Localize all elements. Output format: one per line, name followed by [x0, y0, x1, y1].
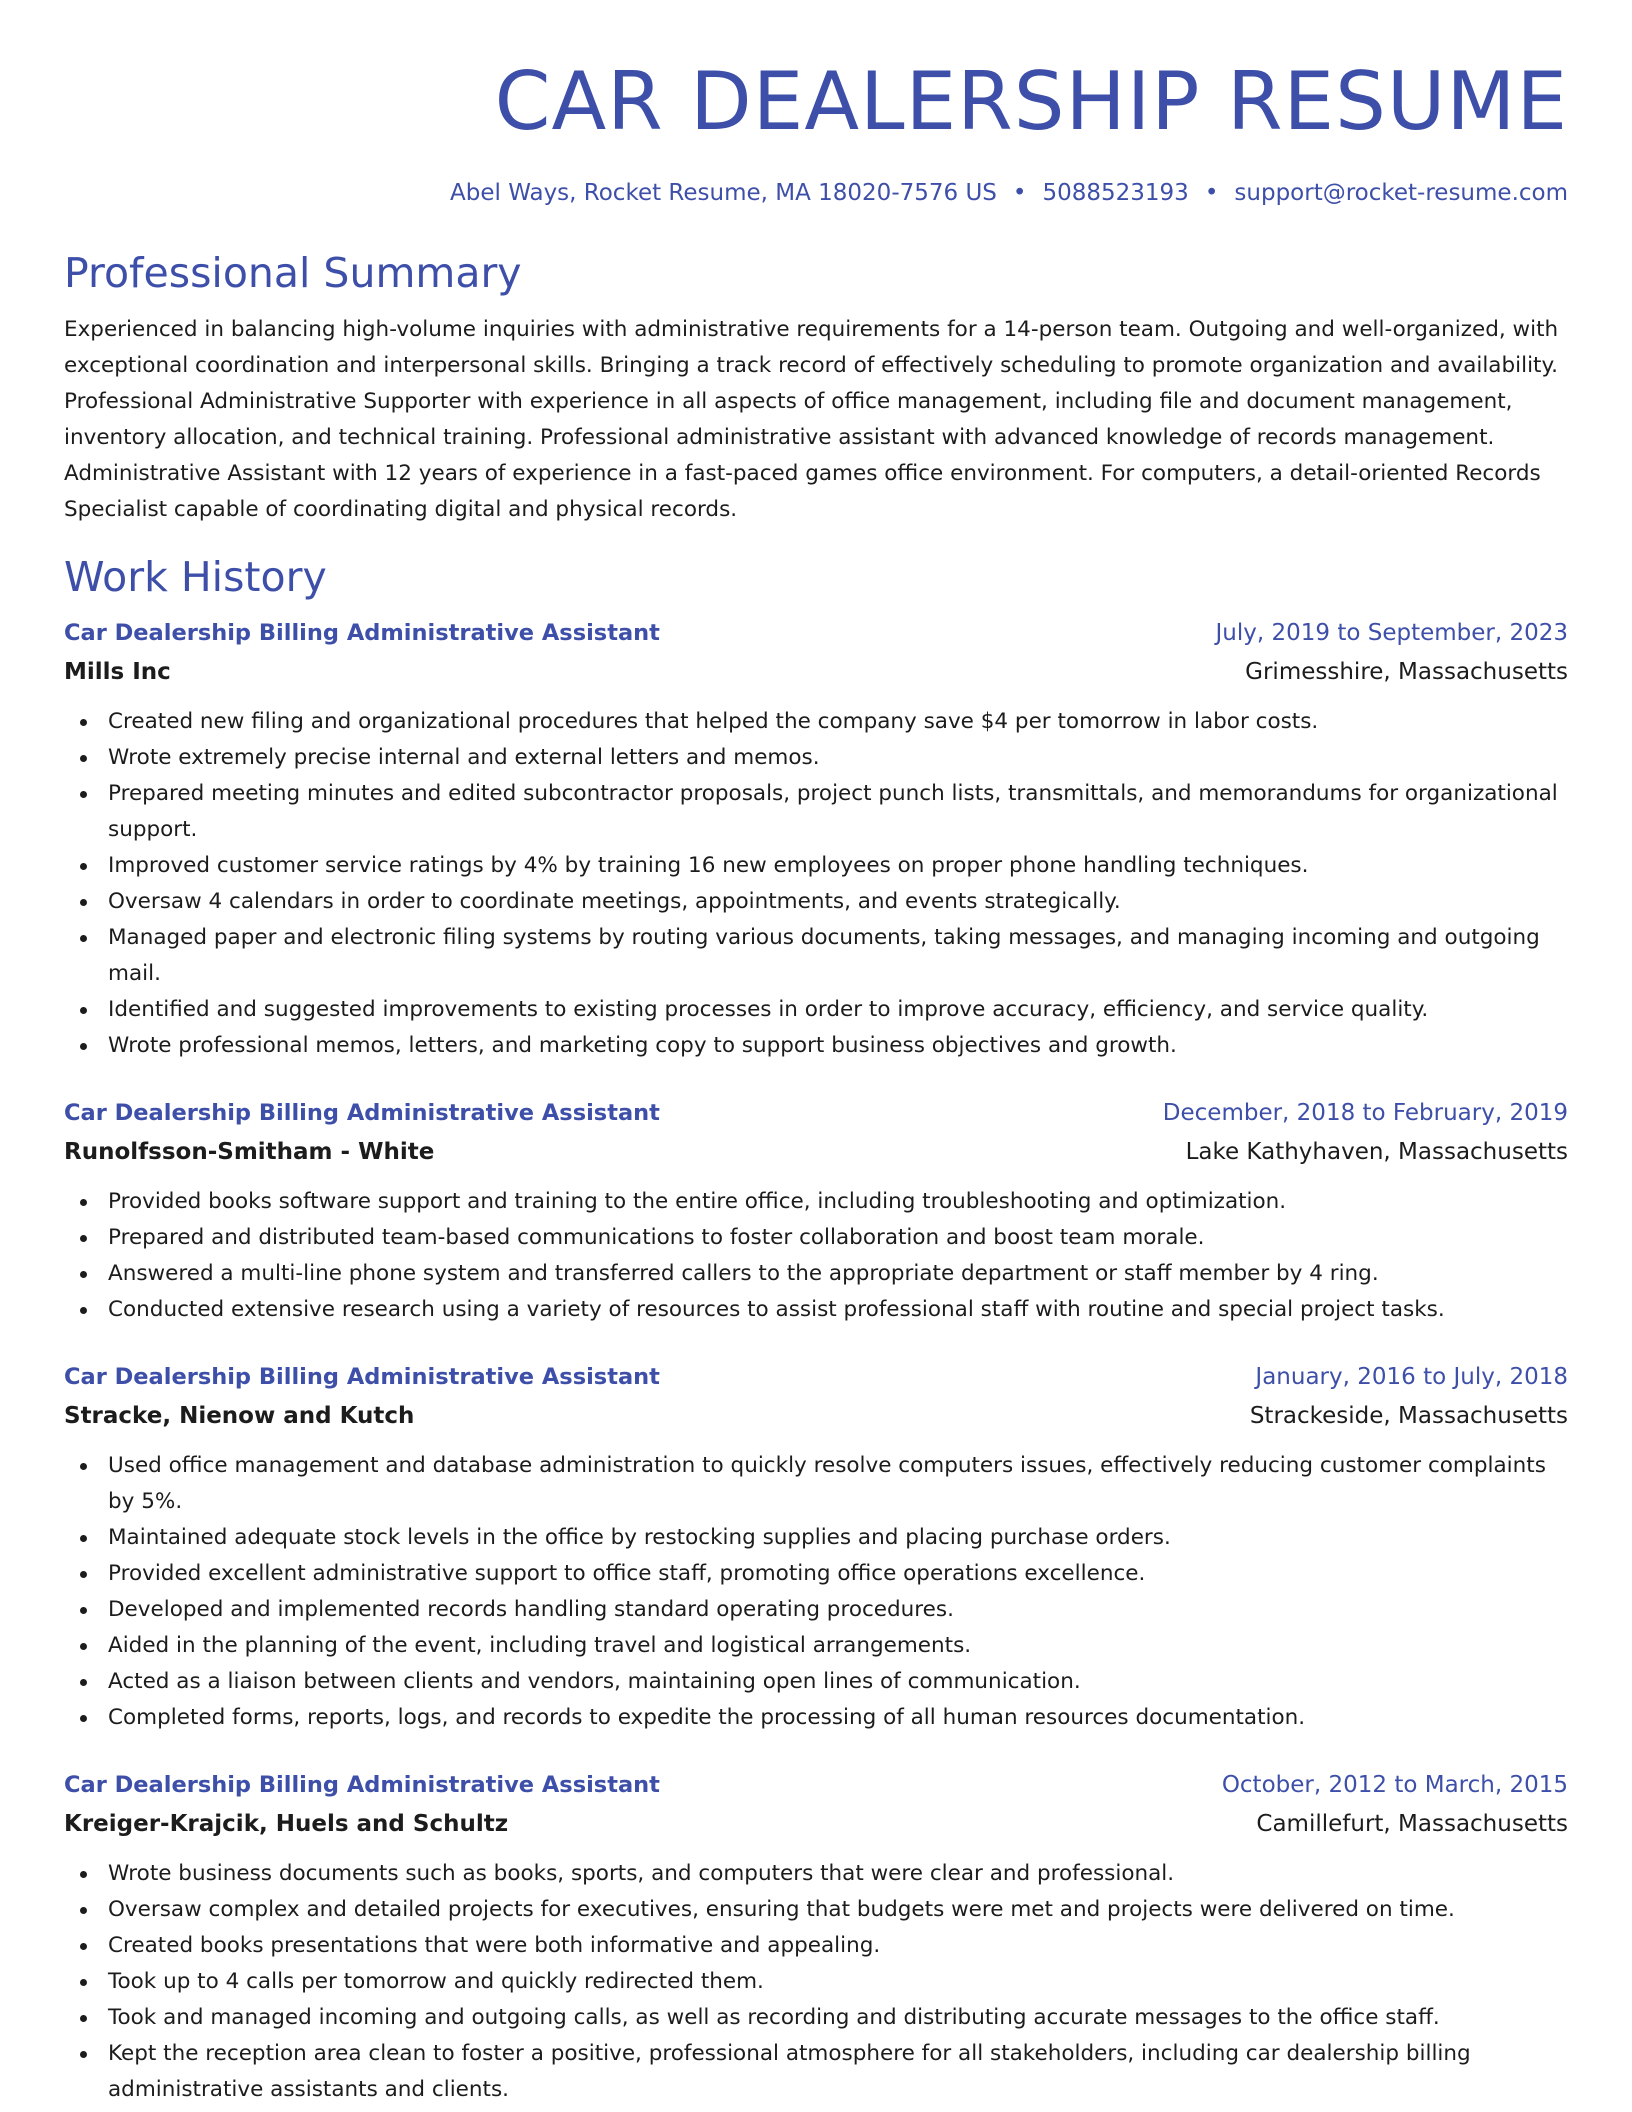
bullet-text: Answered a multi-line phone system and transferred callers to the appropriate department or staff member by 4 ring. — [108, 1261, 1379, 1286]
bullet-dot-icon — [80, 1715, 87, 1722]
document-title: CAR DEALERSHIP RESUME — [494, 55, 1568, 148]
separator-dot: • — [1204, 180, 1219, 206]
bullet-dot-icon — [80, 791, 87, 798]
job-title: Car Dealership Billing Administrative Assistant — [64, 620, 660, 646]
bullet-dot-icon — [80, 935, 87, 942]
bullet-dot-icon — [80, 719, 87, 726]
bullet-item — [64, 1664, 1568, 1700]
job-entry — [64, 1094, 1568, 1328]
contact-phone[interactable]: 5088523193 — [1042, 180, 1189, 206]
bullet-dot-icon — [80, 1679, 87, 1686]
bullet-dot-icon — [80, 1235, 87, 1242]
bullet-item — [64, 776, 1568, 848]
bullet-dot-icon — [80, 1643, 87, 1650]
bullet-item — [64, 1292, 1568, 1328]
job-bullets — [64, 1448, 1568, 1736]
job-title-row — [64, 1766, 1568, 1804]
job-title: Car Dealership Billing Administrative Assistant — [64, 1100, 660, 1126]
bullet-dot-icon — [80, 2051, 87, 2058]
bullet-dot-icon — [80, 1199, 87, 1206]
bullet-item — [64, 992, 1568, 1028]
bullet-text: Took up to 4 calls per tomorrow and quickly redirected them. — [108, 1969, 764, 1994]
bullet-dot-icon — [80, 1907, 87, 1914]
job-company-row — [64, 1132, 1568, 1172]
contact-email[interactable]: support@rocket-resume.com — [1234, 180, 1568, 206]
bullet-text: Took and managed incoming and outgoing calls, as well as recording and distributing accurate messages to the office staff. — [108, 2005, 1440, 2030]
bullet-dot-icon — [80, 863, 87, 870]
bullet-text: Developed and implemented records handling standard operating procedures. — [108, 1597, 954, 1622]
job-entry — [64, 1358, 1568, 1736]
bullet-text: Conducted extensive research using a variety of resources to assist professional staff with routine and special project tasks. — [108, 1297, 1445, 1322]
job-location: Grimesshire, Massachusetts — [1245, 659, 1568, 685]
job-location: Camillefurt, Massachusetts — [1256, 1811, 1568, 1837]
job-bullets — [64, 1184, 1568, 1328]
bullet-item — [64, 848, 1568, 884]
bullet-text: Aided in the planning of the event, including travel and logistical arrangements. — [108, 1633, 972, 1658]
bullet-dot-icon — [80, 2015, 87, 2022]
bullet-item — [64, 1592, 1568, 1628]
bullet-text: Wrote business documents such as books, sports, and computers that were clear and professional. — [108, 1861, 1175, 1886]
summary-text: Experienced in balancing high-volume inquiries with administrative requirements for a 14-person team. Outgoing and well-organized, with exceptional coordination and interpersonal skills. Bringing a track record of effectively scheduling to promote organization and availability. Professional Administrative Supporter with experience in all aspects of office management, including file and document management, inventory allocation, and technical training. Professional administrative assistant with advanced knowledge of records management. Administrative Assistant with 12 years of experience in a fast-paced games office environment. For computers, a detail-oriented Records Specialist capable of coordinating digital and physical records. — [64, 317, 1559, 522]
bullet-text: Maintained adequate stock levels in the office by restocking supplies and placing purchase orders. — [108, 1525, 1171, 1550]
bullet-text: Completed forms, reports, logs, and records to expedite the processing of all human resources documentation. — [108, 1705, 1306, 1730]
job-dates: December, 2018 to February, 2019 — [1162, 1100, 1568, 1126]
job-company: Stracke, Nienow and Kutch — [64, 1403, 415, 1429]
contact-address: Abel Ways, Rocket Resume, MA 18020-7576 US — [450, 180, 997, 206]
job-title-row — [64, 614, 1568, 652]
bullet-text: Provided books software support and training to the entire office, including troubleshooting and optimization. — [108, 1189, 1287, 1214]
bullet-item — [64, 2000, 1568, 2036]
summary-heading: Professional Summary — [64, 249, 522, 297]
bullet-text: Prepared and distributed team-based communications to foster collaboration and boost team morale. — [108, 1225, 1205, 1250]
bullet-dot-icon — [80, 1007, 87, 1014]
bullet-item — [64, 740, 1568, 776]
bullet-item — [64, 884, 1568, 920]
bullet-dot-icon — [80, 1307, 87, 1314]
resume-header — [64, 0, 1568, 208]
bullet-item — [64, 1556, 1568, 1592]
job-entry — [64, 1766, 1568, 2108]
bullet-dot-icon — [80, 1943, 87, 1950]
bullet-text: Provided excellent administrative support to office staff, promoting office operations excellence. — [108, 1561, 1146, 1586]
bullet-item — [64, 1928, 1568, 1964]
bullet-item — [64, 1520, 1568, 1556]
bullet-item — [64, 1892, 1568, 1928]
bullet-text: Prepared meeting minutes and edited subcontractor proposals, project punch lists, transmittals, and memorandums for organizational support. — [108, 781, 1558, 842]
job-company: Kreiger-Krajcik, Huels and Schultz — [64, 1811, 509, 1837]
bullet-item — [64, 1856, 1568, 1892]
work-history-heading: Work History — [64, 553, 327, 601]
bullet-text: Wrote professional memos, letters, and marketing copy to support business objectives and growth. — [108, 1033, 1177, 1058]
job-list — [64, 614, 1568, 2108]
bullet-dot-icon — [80, 1043, 87, 1050]
bullet-dot-icon — [80, 755, 87, 762]
job-company: Mills Inc — [64, 659, 171, 685]
resume-page — [64, 0, 1568, 2108]
bullet-item — [64, 1220, 1568, 1256]
bullet-dot-icon — [80, 899, 87, 906]
bullet-text: Created new filing and organizational procedures that helped the company save $4 per tomorrow in labor costs. — [108, 709, 1319, 734]
job-title: Car Dealership Billing Administrative Assistant — [64, 1772, 660, 1798]
job-title: Car Dealership Billing Administrative Assistant — [64, 1364, 660, 1390]
bullet-text: Created books presentations that were both informative and appealing. — [108, 1933, 881, 1958]
bullet-dot-icon — [80, 1463, 87, 1470]
job-bullets — [64, 1856, 1568, 2108]
job-company-row — [64, 1396, 1568, 1436]
bullet-dot-icon — [80, 1571, 87, 1578]
job-dates: July, 2019 to September, 2023 — [1215, 620, 1568, 646]
bullet-item — [64, 1964, 1568, 2000]
bullet-item — [64, 1184, 1568, 1220]
bullet-text: Wrote extremely precise internal and external letters and memos. — [108, 745, 820, 770]
job-title-row — [64, 1358, 1568, 1396]
bullet-dot-icon — [80, 1535, 87, 1542]
bullet-dot-icon — [80, 1271, 87, 1278]
bullet-text: Acted as a liaison between clients and vendors, maintaining open lines of communication. — [108, 1669, 1081, 1694]
job-bullets — [64, 704, 1568, 1064]
job-company: Runolfsson-Smitham - White — [64, 1139, 435, 1165]
bullet-item — [64, 1700, 1568, 1736]
job-entry — [64, 614, 1568, 1064]
bullet-text: Identified and suggested improvements to existing processes in order to improve accuracy, efficiency, and service quality. — [108, 997, 1429, 1022]
bullet-item — [64, 1448, 1568, 1520]
bullet-dot-icon — [80, 1871, 87, 1878]
bullet-text: Oversaw 4 calendars in order to coordinate meetings, appointments, and events strategically. — [108, 889, 1121, 914]
job-company-row — [64, 652, 1568, 692]
bullet-dot-icon — [80, 1979, 87, 1986]
bullet-text: Oversaw complex and detailed projects for executives, ensuring that budgets were met and projects were delivered on time. — [108, 1897, 1455, 1922]
bullet-text: Used office management and database administration to quickly resolve computers issues, effectively reducing customer complaints by 5%. — [108, 1453, 1546, 1514]
bullet-item — [64, 2036, 1568, 2108]
job-title-row — [64, 1094, 1568, 1132]
bullet-text: Managed paper and electronic filing systems by routing various documents, taking messages, and managing incoming and outgoing mail. — [108, 925, 1540, 986]
bullet-text: Improved customer service ratings by 4% by training 16 new employees on proper phone handling techniques. — [108, 853, 1309, 878]
job-location: Strackeside, Massachusetts — [1249, 1403, 1568, 1429]
job-dates: October, 2012 to March, 2015 — [1221, 1772, 1568, 1798]
job-dates: January, 2016 to July, 2018 — [1255, 1364, 1568, 1390]
bullet-item — [64, 920, 1568, 992]
bullet-text: Kept the reception area clean to foster a positive, professional atmosphere for all stakeholders, including car dealership billing administrative assistants and clients. — [108, 2041, 1471, 2102]
job-company-row — [64, 1804, 1568, 1844]
job-location: Lake Kathyhaven, Massachusetts — [1185, 1139, 1568, 1165]
bullet-dot-icon — [80, 1607, 87, 1614]
bullet-item — [64, 704, 1568, 740]
bullet-item — [64, 1028, 1568, 1064]
contact-line — [64, 178, 1568, 208]
separator-dot: • — [1012, 180, 1027, 206]
bullet-item — [64, 1628, 1568, 1664]
bullet-item — [64, 1256, 1568, 1292]
